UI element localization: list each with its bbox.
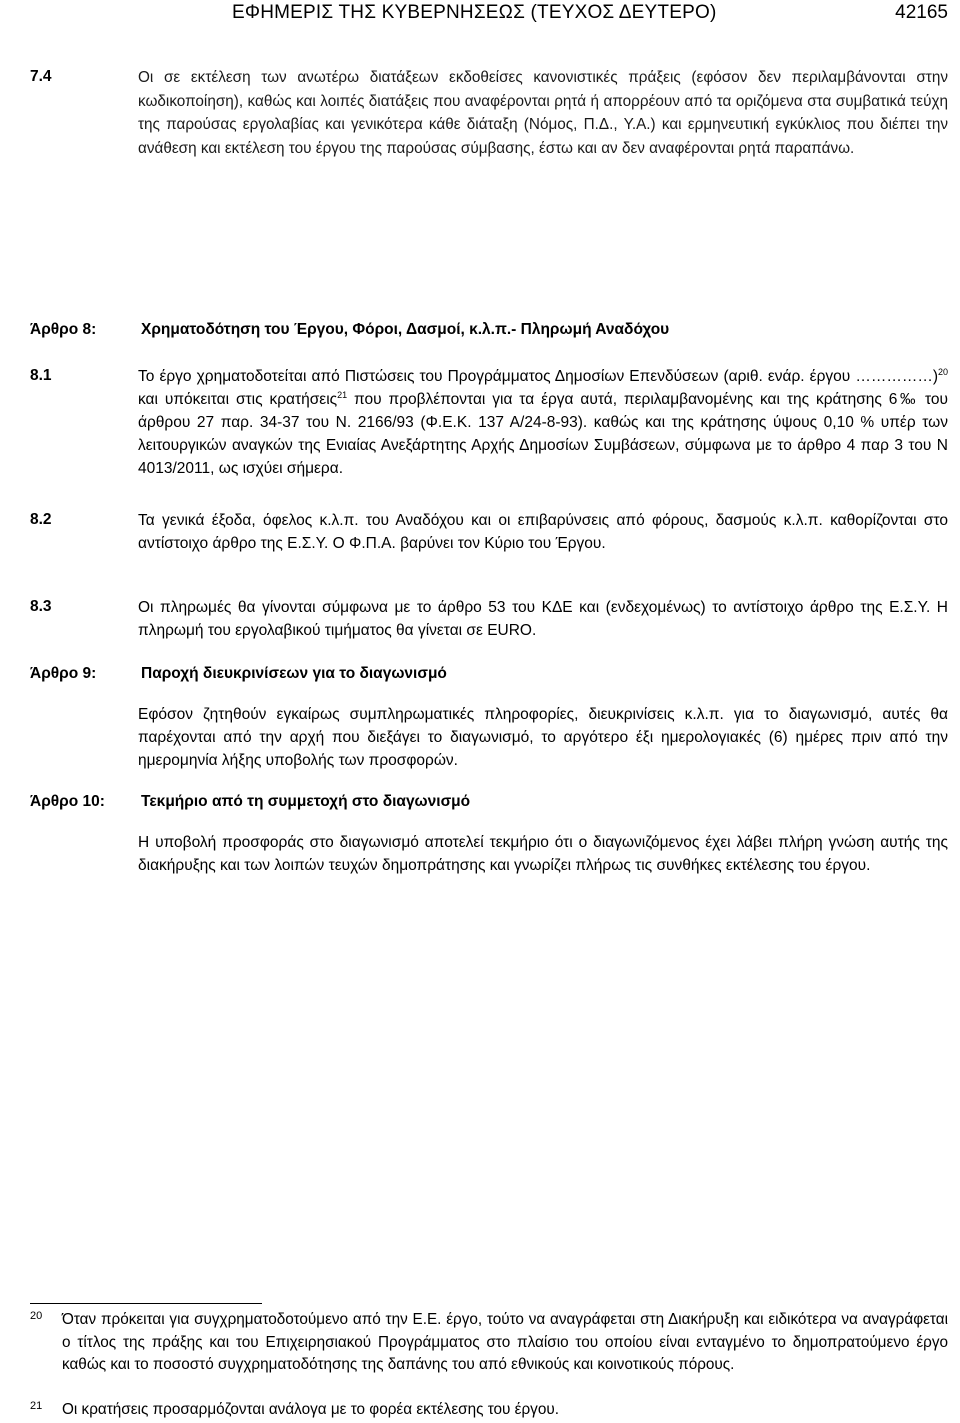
section-number-8-1: 8.1 <box>30 367 52 384</box>
footnote-divider <box>30 1303 262 1304</box>
section-7-4-text: Οι σε εκτέλεση των ανωτέρω διατάξεων εκδοθείσες κανονιστικές πράξεις (εφόσον δεν περιλαμβάνονται στην κωδικοποίηση), καθώς και λοιπές διατάξεις που αναφέρονται ρητά ή απορρέουν από τα οριζόμενα στα συμβατικά τεύχη της παρούσας εργολαβίας και γενικότερα κάθε διάταξη (Νόμος, Π.Δ., Υ.Α.) και ερμηνευτική εγκύκλιος που διέπει την ανάθεση και εκτέλεση του έργου της παρούσας σύμβασης, έστω και αν δεν αναφέρονται ρητά παραπάνω. <box>138 69 948 157</box>
page-number: 42165 <box>895 2 948 23</box>
gazette-title: ΕΦΗΜΕΡΙΣ ΤΗΣ ΚΥΒΕΡΝΗΣΕΩΣ (ΤΕΥΧΟΣ ΔΕΥΤΕΡΟ) <box>232 2 717 23</box>
section-8-1-text-a: Το έργο χρηματοδοτείται από Πιστώσεις του Προγράμματος Δημοσίων Επενδύσεων (αριθ. ενάρ. έργου ……………) <box>138 368 938 385</box>
article-8-label: Άρθρο 8: <box>30 321 97 338</box>
article-10-title: Τεκμήριο από τη συμμετοχή στο διαγωνισμό <box>141 793 471 810</box>
section-8-1-text <box>138 365 948 480</box>
section-8-1-text-c: που προβλέπονται για τα έργα αυτά, περιλαμβανομένης και της κράτησης 6‰ του άρθρου 27 παρ. 34-37 του Ν. 2166/93 (Φ.Ε.Κ. 137 Α/24-8-93). καθώς και της κράτησης ύψους 0,10 % υπέρ των λειτουργικών αναγκών της Ενιαίας Ανεξάρτητης Αρχής Δημοσίων Συμβάσεων, σύμφωνα με το άρθρο 4 παρ 3 του Ν 4013/2011, ως ισχύει σήμερα. <box>138 391 948 477</box>
article-10-text: Η υποβολή προσφοράς στο διαγωνισμό αποτελεί τεκμήριο ότι ο διαγωνιζόμενος έχει λάβει πλήρη γνώση αυτής της διακήρυξης και των λοιπών τευχών δημοπράτησης και γνωρίζει πλήρως τις συνθήκες εκτέλεσης του έργου. <box>138 834 948 874</box>
page-header <box>0 0 960 30</box>
article-8-title: Χρηματοδότηση του Έργου, Φόροι, Δασμοί, κ.λ.π.- Πληρωμή Αναδόχου <box>141 321 670 338</box>
footnote-ref-21: 21 <box>337 389 348 400</box>
article-9-text: Εφόσον ζητηθούν εγκαίρως συμπληρωματικές πληροφορίες, διευκρινίσεις κ.λ.π. για το διαγωνισμό, αυτές θα παρέχονται από την αρχή που διεξάγει το διαγωνισμό, το αργότερο έξι ημερολογιακές (6) ημέρες πριν από την ημερομηνία λήξης υποβολής των προσφορών. <box>138 706 948 769</box>
article-10-label: Άρθρο 10: <box>30 793 105 810</box>
footnote-number-21: 21 <box>30 1400 43 1412</box>
section-8-2-text: Τα γενικά έξοδα, όφελος κ.λ.π. του Αναδόχου και οι επιβαρύνσεις από φόρους, δασμούς κ.λ.π. καθορίζονται στο αντίστοιχο άρθρο της Ε.Σ.Υ. Ο Φ.Π.Α. βαρύνει τον Κύριο του Έργου. <box>138 512 948 552</box>
section-8-3-text: Οι πληρωμές θα γίνονται σύμφωνα με το άρθρο 53 του ΚΔΕ και (ενδεχομένως) το αντίστοιχο άρθρο της Ε.Σ.Υ. Η πληρωμή του εργολαβικού τιμήματος θα γίνεται σε EURO. <box>138 599 948 639</box>
section-number-7-4: 7.4 <box>30 68 52 85</box>
section-number-8-2: 8.2 <box>30 511 52 528</box>
article-9-label: Άρθρο 9: <box>30 665 97 682</box>
footnote-ref-20: 20 <box>937 366 948 377</box>
article-9-title: Παροχή διευκρινίσεων για το διαγωνισμό <box>141 665 447 682</box>
footnote-text-20: Όταν πρόκειται για συγχρηματοδοτούμενο από την Ε.Ε. έργο, τούτο να αναγράφεται στη Διακήρυξη και ειδικότερα να αναγράφεται ο τίτλος της πράξης και του Επιχειρησιακού Προγράμματος στο πλαίσιο του οποίου είναι ενταγμένο το δημοπρατούμενο έργο καθώς και το ποσοστό συγχρηματοδότησης της δαπάνης του από εθνικούς και κοινοτικούς πόρους. <box>62 1311 948 1373</box>
section-number-8-3: 8.3 <box>30 598 52 615</box>
footnote-text-21: Οι κρατήσεις προσαρμόζονται ανάλογα με το φορέα εκτέλεσης του έργου. <box>62 1401 559 1418</box>
section-8-1-text-b: και υπόκειται στις κρατήσεις <box>138 391 338 408</box>
footnote-number-20: 20 <box>30 1310 43 1322</box>
